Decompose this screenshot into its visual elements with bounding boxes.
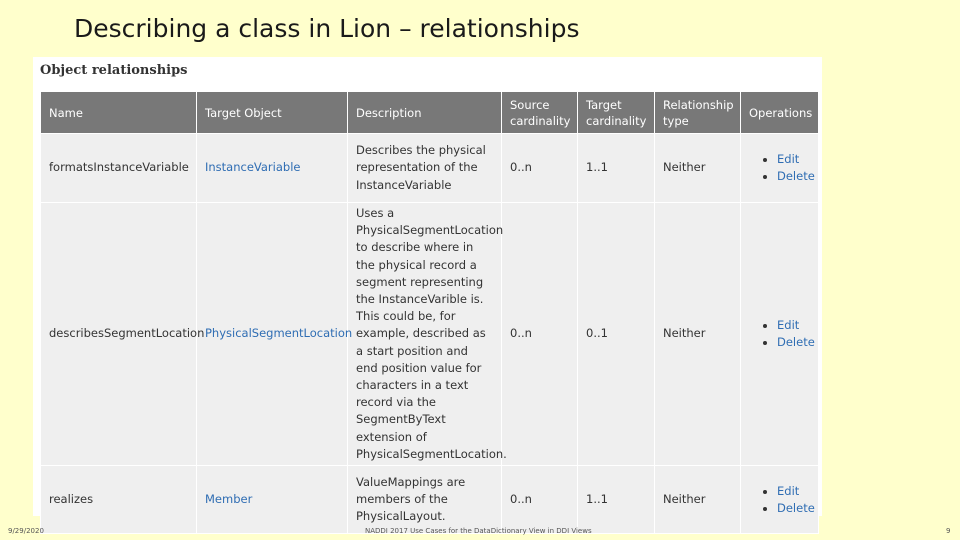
slide-title: Describing a class in Lion – relationships	[74, 14, 580, 43]
table-header-row	[41, 92, 819, 134]
cell-target-cardinality: 1..1	[578, 134, 655, 203]
cell-relationship-type: Neither	[655, 134, 741, 203]
cell-name: describesSegmentLocation	[41, 203, 197, 466]
target-object-link[interactable]: InstanceVariable	[197, 134, 348, 203]
column-header-operations: Operations	[741, 92, 819, 134]
column-header-source-cardinality[interactable]: Source cardinality	[502, 92, 578, 134]
column-header-relationship-type[interactable]: Relationship type	[655, 92, 741, 134]
column-header-description[interactable]: Description	[348, 92, 502, 134]
cell-description: ValueMappings are members of the PhysicalLayout.	[348, 466, 502, 534]
delete-link[interactable]: • Delete	[777, 334, 810, 351]
cell-operations	[741, 466, 819, 534]
cell-description: Uses a PhysicalSegmentLocation to describe where in the physical record a segment representing the InstanceVarible is. This could be, for example, described as a start position and end position value for characters in a text record via the SegmentByText extension of PhysicalSegmentLocation.	[348, 203, 502, 466]
cell-source-cardinality: 0..n	[502, 134, 578, 203]
cell-source-cardinality: 0..n	[502, 466, 578, 534]
cell-name: realizes	[41, 466, 197, 534]
cell-target-cardinality: 0..1	[578, 203, 655, 466]
edit-link[interactable]: • Edit	[777, 317, 810, 334]
column-header-target-cardinality[interactable]: Target cardinality	[578, 92, 655, 134]
edit-link[interactable]: • Edit	[777, 483, 810, 500]
target-object-link[interactable]: PhysicalSegmentLocation	[197, 203, 348, 466]
table-row	[41, 134, 819, 203]
footer-text: NADDI 2017 Use Cases for the DataDictionary View in DDI Views	[365, 527, 592, 535]
cell-target-cardinality: 1..1	[578, 466, 655, 534]
cell-operations	[741, 203, 819, 466]
cell-source-cardinality: 0..n	[502, 203, 578, 466]
cell-name: formatsInstanceVariable	[41, 134, 197, 203]
delete-link[interactable]: • Delete	[777, 500, 810, 517]
relationships-table	[40, 91, 819, 534]
delete-link[interactable]: • Delete	[777, 168, 810, 185]
screenshot-panel	[33, 57, 822, 524]
cell-relationship-type: Neither	[655, 466, 741, 534]
column-header-name[interactable]: Name	[41, 92, 197, 134]
table-row	[41, 203, 819, 466]
page-number: 9	[946, 527, 951, 535]
section-title: Object relationships	[40, 63, 188, 78]
footer-date: 9/29/2020	[8, 527, 44, 535]
cell-relationship-type: Neither	[655, 203, 741, 466]
target-object-link[interactable]: Member	[197, 466, 348, 534]
cell-operations	[741, 134, 819, 203]
column-header-target-object[interactable]: Target Object	[197, 92, 348, 134]
edit-link[interactable]: • Edit	[777, 151, 810, 168]
table-row	[41, 466, 819, 534]
cell-description: Describes the physical representation of the InstanceVariable	[348, 134, 502, 203]
